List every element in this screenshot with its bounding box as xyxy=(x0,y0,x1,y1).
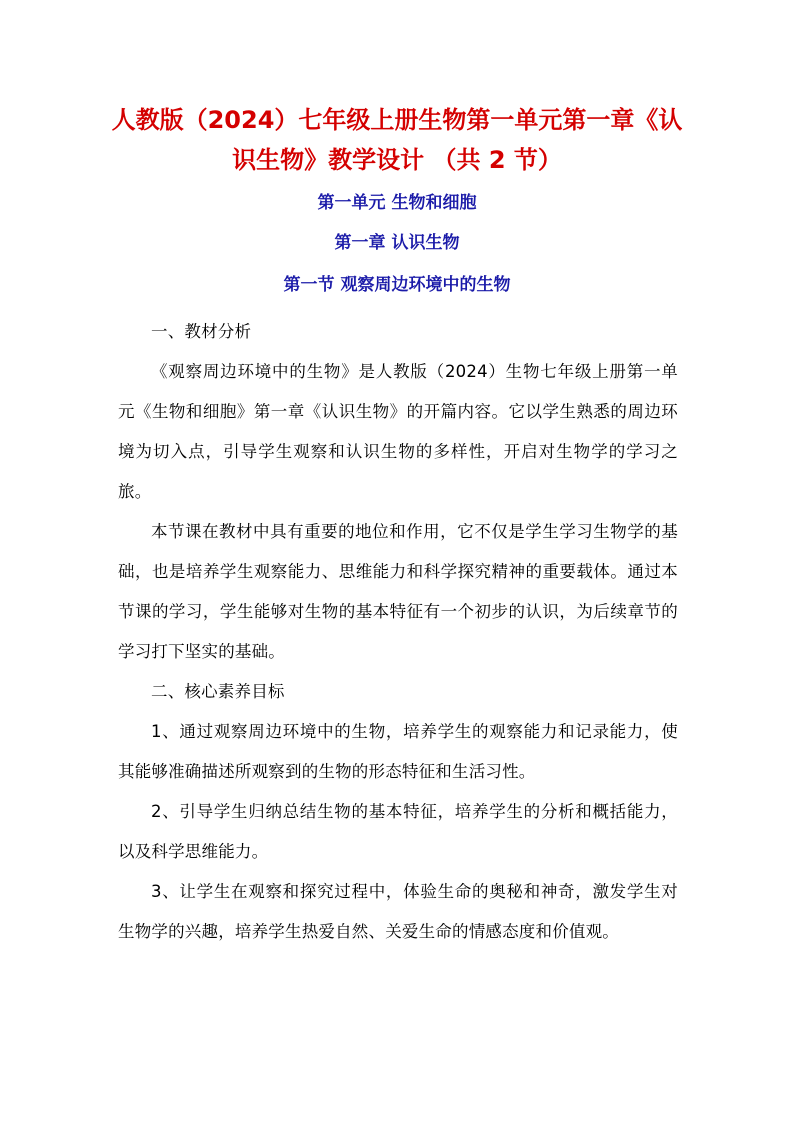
section-subtitle: 一、教材分析 xyxy=(151,322,252,341)
section-heading: 第一节 观察周边环境中的生物 xyxy=(283,275,511,295)
document-body xyxy=(118,312,678,952)
section-subtitle: 二、核心素养目标 xyxy=(151,682,285,701)
body-paragraph: 《观察周边环境中的生物》是人教版（2024）生物七年级上册第一单元《生物和细胞》第一章《认识生物》的开篇内容。它以学生熟悉的周边环境为切入点，引导学生观察和认识生物的多样性，开启对生物学的学习之旅。 xyxy=(118,362,678,501)
chapter-heading: 第一章 认识生物 xyxy=(334,233,460,253)
body-paragraph: 本节课在教材中具有重要的地位和作用，它不仅是学生学习生物学的基础，也是培养学生观察能力、思维能力和科学探究精神的重要载体。通过本节课的学习，学生能够对生物的基本特征有一个初步的认识，为后续章节的学习打下坚实的基础。 xyxy=(118,522,678,661)
unit-heading: 第一单元 生物和细胞 xyxy=(317,193,477,213)
objective-item: 2、引导学生归纳总结生物的基本特征，培养学生的分析和概括能力，以及科学思维能力。 xyxy=(118,802,678,861)
objective-item: 1、通过观察周边环境中的生物，培养学生的观察能力和记录能力，使其能够准确描述所观察到的生物的形态特征和生活习性。 xyxy=(118,722,678,781)
objective-item: 3、让学生在观察和探究过程中，体验生命的奥秘和神奇，激发学生对生物学的兴趣，培养学生热爱自然、关爱生命的情感态度和价值观。 xyxy=(118,882,678,941)
document-title: 人教版（2024）七年级上册生物第一单元第一章《认识生物》教学设计 （共 2 节） xyxy=(111,106,683,174)
